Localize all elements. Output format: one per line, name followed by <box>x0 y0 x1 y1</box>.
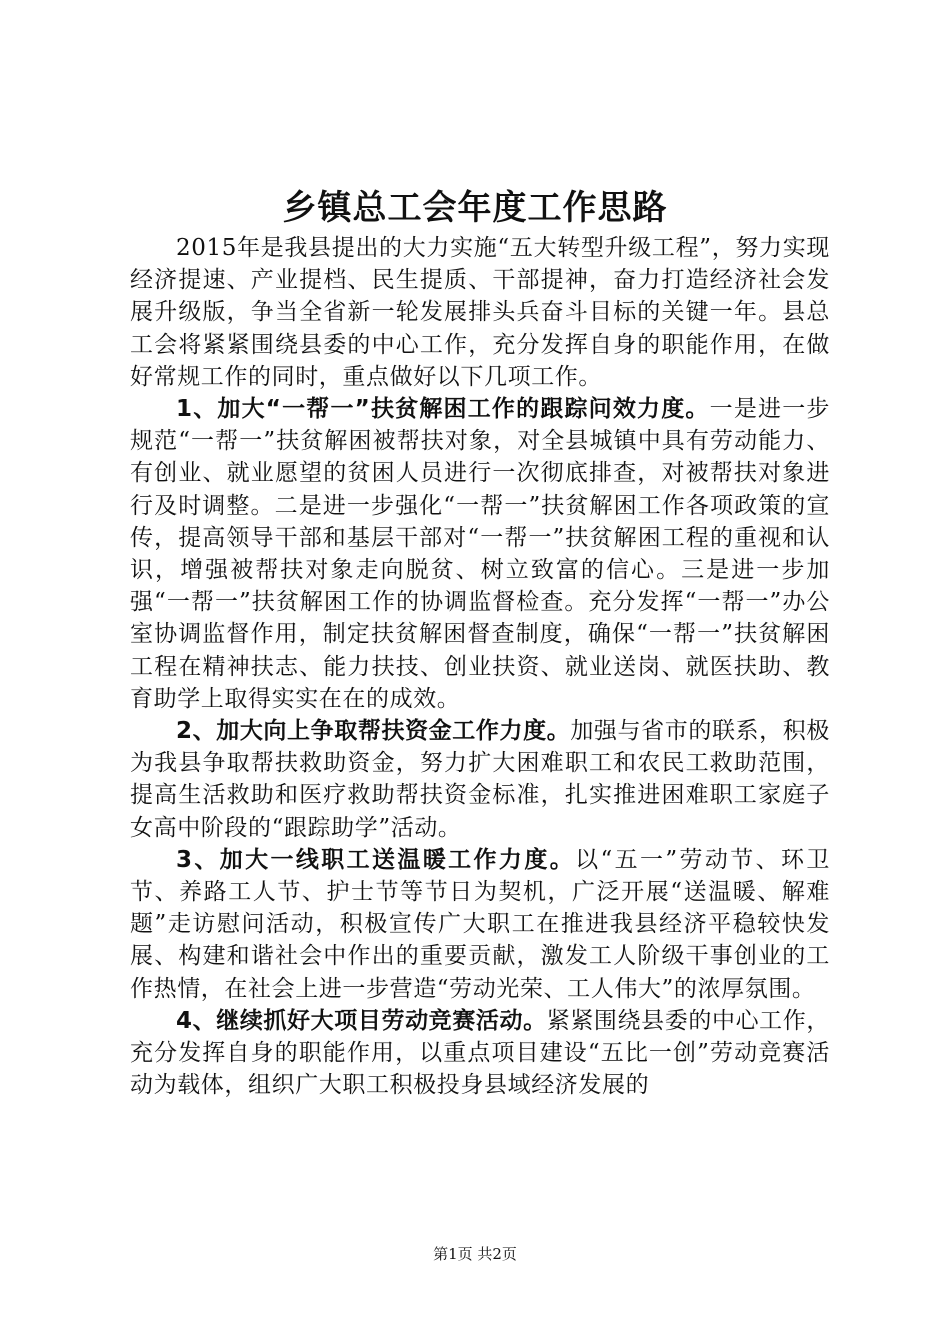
section-paragraph-2 <box>130 715 830 844</box>
section-text-2: 加强与省市的联系，积极为我县争取帮扶救助资金，努力扩大困难职工和农民工救助范围，提高生活救助和医疗救助帮扶资金标准，扎实推进困难职工家庭子女高中阶段的“跟踪助学”活动。 <box>130 718 830 841</box>
section-text-4: 紧紧围绕县委的中心工作，充分发挥自身的职能作用，以重点项目建设“五比一创”劳动竞赛活动为载体，组织广大职工积极投身县域经济发展的 <box>130 1007 830 1099</box>
section-paragraph-3 <box>130 844 830 1005</box>
section-paragraph-4 <box>130 1005 830 1102</box>
section-paragraph-1 <box>130 393 830 715</box>
section-heading-1: 1、加大“一帮一”扶贫解困工作的跟踪问效力度。 <box>176 396 710 423</box>
section-text-1: 一是进一步规范“一帮一”扶贫解困被帮扶对象，对全县城镇中具有劳动能力、有创业、就业愿望的贫困人员进行一次彻底排查，对被帮扶对象进行及时调整。二是进一步强化“一帮一”扶贫解困工作各项政策的宣传，提高领导干部和基层干部对“一帮一”扶贫解困工程的重视和认识，增强被帮扶对象走向脱贫、树立致富的信心。三是进一步加强“一帮一”扶贫解困工作的协调监督检查。充分发挥“一帮一”办公室协调监督作用，制定扶贫解困督查制度，确保“一帮一”扶贫解困工程在精神扶志、能力扶技、创业扶资、就业送岗、就医扶助、教育助学上取得实实在在的成效。 <box>130 396 831 712</box>
document-title: 乡镇总工会年度工作思路 <box>282 188 668 228</box>
section-heading-2: 2、加大向上争取帮扶资金工作力度。 <box>176 718 571 745</box>
document-body <box>130 232 830 1101</box>
intro-paragraph: 2015年是我县提出的大力实施“五大转型升级工程”，努力实现经济提速、产业提档、民生提质、干部提神，奋力打造经济社会发展升级版，争当全省新一轮发展排头兵奋斗目标的关键一年。县总工会将紧紧围绕县委的中心工作，充分发挥自身的职能作用，在做好常规工作的同时，重点做好以下几项工作。 <box>130 235 830 390</box>
page-footer: 第1页 共2页 <box>433 1245 517 1263</box>
section-text-3: 以“五一”劳动节、环卫节、养路工人节、护士节等节日为契机，广泛开展“送温暖、解难题”走访慰问活动，积极宣传广大职工在推进我县经济平稳较快发展、构建和谐社会中作出的重要贡献，激发工人阶级干事创业的工作热情，在社会上进一步营造“劳动光荣、工人伟大”的浓厚氛围。 <box>130 846 830 1002</box>
section-heading-4: 4、继续抓好大项目劳动竞赛活动。 <box>176 1007 547 1034</box>
section-heading-3: 3、加大一线职工送温暖工作力度。 <box>176 846 576 873</box>
